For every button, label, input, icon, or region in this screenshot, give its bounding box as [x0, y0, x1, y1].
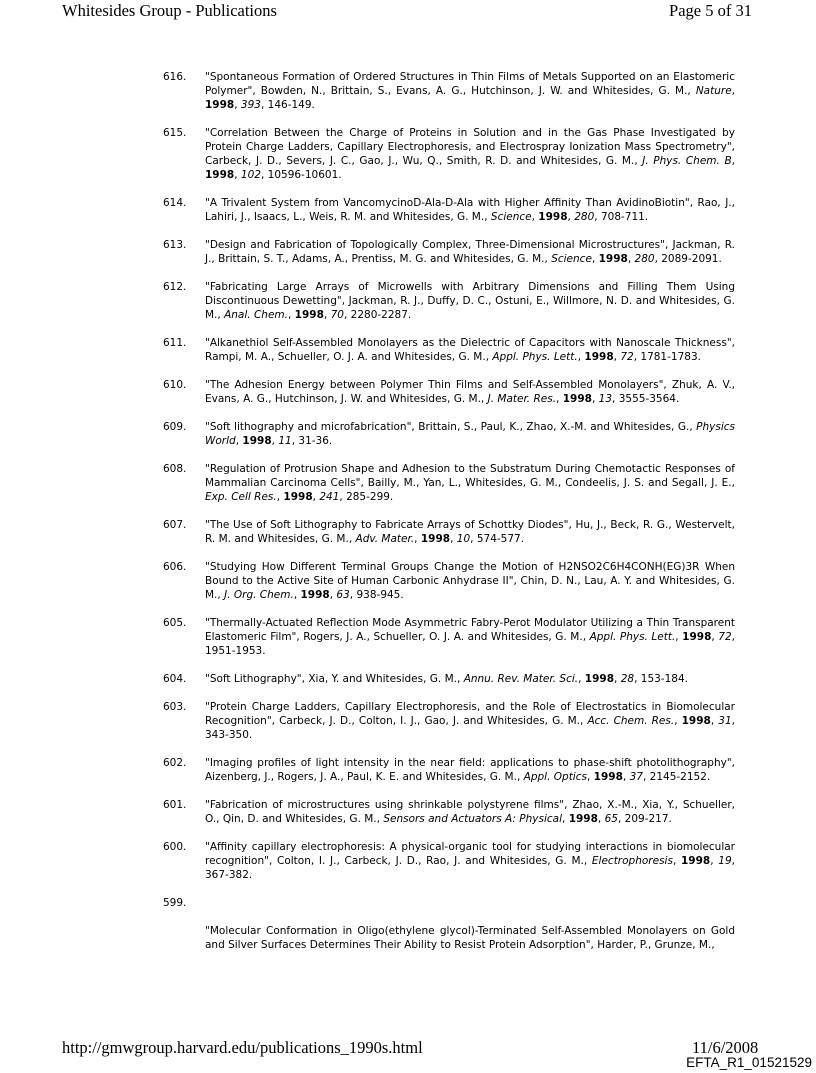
publication-authors: Chin, D. N., Lau, A. Y. and Whitesides, G. M.	[205, 575, 735, 601]
publication-item	[163, 840, 735, 882]
publication-journal: Annu. Rev. Mater. Sci.	[463, 673, 579, 685]
publication-number: 616.	[163, 71, 187, 83]
page-indicator: Page 5 of 31	[669, 1, 752, 20]
publication-volume: 102	[240, 169, 261, 181]
publication-item	[163, 238, 735, 266]
publication-authors: Brittain, S., Paul, K., Zhao, X.-M. and Whitesides, G.	[418, 421, 690, 433]
publication-volume: 65	[604, 813, 618, 825]
publication-journal: Physics World	[205, 421, 736, 447]
publication-authors: Xia, Y. and Whitesides, G. M.	[308, 673, 457, 685]
publication-item	[163, 378, 735, 406]
publication-number: 606.	[163, 561, 187, 573]
publication-item	[163, 518, 735, 546]
publication-journal: Anal. Chem.	[224, 309, 288, 321]
publication-volume: 72	[718, 631, 732, 643]
publication-pages: 343-350.	[205, 729, 253, 741]
publication-year: 1998	[420, 533, 451, 545]
publication-number: 601.	[163, 799, 187, 811]
publication-authors: Carbeck, J. D., Colton, I. J., Gao, J. and Whitesides, G. M.	[279, 715, 581, 727]
publication-pages: 153-184.	[640, 673, 688, 685]
publication-journal: Appl. Phys. Lett.	[492, 351, 578, 363]
publication-pages: 574-577.	[476, 533, 525, 545]
publication-year: 1998	[538, 211, 568, 223]
publication-title: "Alkanethiol Self-Assembled Monolayers as the Dielectric of Capacitors with Nanoscale Thickness"	[205, 337, 732, 349]
publication-number: 603.	[163, 701, 187, 713]
publication-journal: J. Phys. Chem. B	[642, 155, 732, 167]
publication-volume: 11	[278, 435, 292, 447]
publication-authors: Zhuk, A. V., Evans, A. G., Hutchinson, J. W. and Whitesides, G. M.	[205, 379, 735, 405]
publication-pages: 2145-2152.	[649, 771, 711, 783]
publication-title: "Studying How Different Terminal Groups Change the Motion of H2NSO2C6H4CONH(EG)3R When Bound to the Active Site of Human Carbonic Anhydrase II"	[205, 561, 735, 587]
publication-journal: Acc. Chem. Res.	[587, 715, 675, 727]
publication-citation: "The Use of Soft Lithography to Fabricate Arrays of Schottky Diodes", Hu, J., Beck, R. G., Westervelt, R. M. and Whitesides, G. M., Adv. Mater., 1998, 10, 574-577.	[205, 519, 735, 545]
publication-pages: 3555-3564.	[618, 393, 680, 405]
publication-journal: J. Mater. Res.	[487, 393, 557, 405]
publication-journal: Adv. Mater.	[355, 533, 415, 545]
publication-authors: Zhao, X.-M., Xia, Y., Schueller, O., Qin, D. and Whitesides, G. M.	[205, 799, 735, 825]
publication-citation: "Studying How Different Terminal Groups Change the Motion of H2NSO2C6H4CONH(EG)3R When Bound to the Active Site of Human Carbonic Anhydrase II", Chin, D. N., Lau, A. Y. and Whitesides, G. M., J. Org. Chem., 1998, 63, 938-945.	[205, 561, 735, 601]
publication-number: 604.	[163, 673, 187, 685]
publication-pages: 209-217.	[624, 813, 672, 825]
publication-citation: "Soft Lithography", Xia, Y. and Whitesides, G. M., Annu. Rev. Mater. Sci., 1998, 28, 153-184.	[205, 673, 688, 685]
publication-item	[163, 700, 735, 742]
publication-title: "Spontaneous Formation of Ordered Structures in Thin Films of Metals Supported on an Elastomeric Polymer"	[205, 71, 735, 97]
publication-authors: Jackman, R. J., Brittain, S. T., Adams, A., Prentiss, M. G. and Whitesides, G. M.	[205, 239, 735, 265]
publication-year: 1998	[584, 351, 614, 363]
publication-citation: "Design and Fabrication of Topologically Complex, Three-Dimensional Microstructures", Jackman, R. J., Brittain, S. T., Adams, A., Prentiss, M. G. and Whitesides, G. M., Science, 1998, 280, 2089-2091.	[205, 239, 735, 265]
publication-number: 608.	[163, 463, 187, 475]
publication-title: "Protein Charge Ladders, Capillary Electrophoresis, and the Role of Electrostatics in Biomolecular Recognition"	[205, 701, 735, 727]
publication-pages: 2280-2287.	[350, 309, 412, 321]
publication-title: "Imaging profiles of light intensity in the near field: applications to phase-shift photolithography"	[205, 757, 732, 769]
publication-number: 612.	[163, 281, 187, 293]
publication-item	[163, 462, 735, 504]
header-title: Whitesides Group - Publications	[62, 1, 277, 20]
publication-title: "A Trivalent System from VancomycinoD-Ala-D-Ala with Higher Affinity Than AvidinoBiotin"	[205, 197, 690, 209]
publication-year: 1998	[562, 393, 592, 405]
publication-number: 615.	[163, 127, 187, 139]
publication-citation: "Fabricating Large Arrays of Microwells with Arbitrary Dimensions and Filling Them Using Discontinuous Dewetting", Jackman, R. J., Duffy, D. C., Ostuni, E., Willmore, N. D. and Whitesides, G. M., Anal. Chem., 1998, 70, 2280-2287.	[205, 281, 735, 321]
publication-authors: Harder, P., Grunze, M.,	[597, 939, 715, 951]
publication-citation: "Thermally-Actuated Reflection Mode Asymmetric Fabry-Perot Modulator Utilizing a Thin Transparent Elastomeric Film", Rogers, J. A., Schueller, O. J. A. and Whitesides, G. M., Appl. Phys. Lett., 1998, 72, 1951-1953.	[205, 617, 735, 657]
publication-pages: 1781-1783.	[640, 351, 701, 363]
publication-authors: Rao, J., Lahiri, J., Isaacs, L., Weis, R. M. and Whitesides, G. M.	[205, 197, 735, 223]
publication-authors: Colton, I. J., Carbeck, J. D., Rao, J. and Whitesides, G. M.	[276, 855, 584, 867]
publication-pages: 31-36.	[298, 435, 333, 447]
publication-title: "Design and Fabrication of Topologically Complex, Three-Dimensional Microstructures"	[205, 239, 665, 251]
publication-volume: 393	[240, 99, 261, 111]
publication-number: 605.	[163, 617, 187, 629]
publication-item	[163, 798, 735, 826]
publication-citation: "Soft lithography and microfabrication", Brittain, S., Paul, K., Zhao, X.-M. and Whitesides, G., Physics World, 1998, 11, 31-36.	[205, 421, 736, 447]
publication-year: 1998	[205, 99, 235, 111]
publication-pages: 146-149.	[267, 99, 315, 111]
publication-item	[163, 756, 735, 784]
publication-journal: Electrophoresis	[591, 855, 673, 867]
publication-year: 1998	[682, 631, 712, 643]
publication-item	[163, 196, 735, 224]
publication-journal: Science	[551, 253, 592, 265]
publication-pages: 1951-1953.	[205, 645, 266, 657]
publication-year: 1998	[300, 589, 330, 601]
publication-pages: 367-382.	[205, 869, 253, 881]
publication-citation: "Fabrication of microstructures using shrinkable polystyrene films", Zhao, X.-M., Xia, Y., Schueller, O., Qin, D. and Whitesides, G. M., Sensors and Actuators A: Physical, 1998, 65, 209-217.	[205, 799, 735, 825]
publication-citation: "Spontaneous Formation of Ordered Structures in Thin Films of Metals Supported on an Elastomeric Polymer", Bowden, N., Brittain, S., Evans, A. G., Hutchinson, J. W. and Whitesides, G. M., Nature, 1998, 393, 146-149.	[205, 71, 735, 111]
publication-title: "Fabricating Large Arrays of Microwells with Arbitrary Dimensions and Filling Them Using Discontinuous Dewetting"	[205, 281, 735, 307]
publication-item	[163, 896, 735, 952]
publication-citation: "Protein Charge Ladders, Capillary Electrophoresis, and the Role of Electrostatics in Biomolecular Recognition", Carbeck, J. D., Colton, I. J., Gao, J. and Whitesides, G. M., Acc. Chem. Res., 1998, 31, 343-350.	[205, 701, 735, 741]
publication-volume: 31	[718, 715, 732, 727]
publication-volume: 70	[330, 309, 344, 321]
publication-number: 602.	[163, 757, 187, 769]
publication-list	[163, 70, 735, 952]
publication-authors: Aizenberg, J., Rogers, J. A., Paul, K. E. and Whitesides, G. M.	[205, 771, 517, 783]
publication-item	[163, 70, 735, 112]
footer-url: http://gmwgroup.harvard.edu/publications_1990s.html	[62, 1038, 423, 1057]
publication-year: 1998	[584, 673, 615, 685]
publication-item	[163, 280, 735, 322]
publication-year: 1998	[294, 309, 324, 321]
publication-title: "Affinity capillary electrophoresis: A physical-organic tool for studying interactions in biomolecular recognition"	[205, 841, 735, 867]
publication-title: "Regulation of Protrusion Shape and Adhesion to the Substratum During Chemotactic Responses of Mammalian Carcinoma Cells"	[205, 463, 735, 489]
publication-item	[163, 336, 735, 364]
publication-authors: Rampi, M. A., Schueller, O. J. A. and Whitesides, G. M.	[205, 351, 486, 363]
publication-journal: Science	[490, 211, 532, 223]
publication-number: 600.	[163, 841, 187, 853]
publication-citation: "Alkanethiol Self-Assembled Monolayers as the Dielectric of Capacitors with Nanoscale Thickness", Rampi, M. A., Schueller, O. J. A. and Whitesides, G. M., Appl. Phys. Lett., 1998, 72, 1781-1783.	[205, 337, 735, 363]
publication-authors: Hu, J., Beck, R. G., Westervelt, R. M. and Whitesides, G. M.	[205, 519, 735, 545]
publication-volume: 280	[634, 253, 655, 265]
publication-pages: 2089-2091.	[661, 253, 722, 265]
publication-title: "The Adhesion Energy between Polymer Thin Films and Self-Assembled Monolayers"	[205, 379, 664, 391]
publication-item	[163, 420, 735, 448]
publication-volume: 241	[319, 491, 340, 503]
publication-volume: 13	[598, 393, 613, 405]
publication-authors: Jackman, R. J., Duffy, D. C., Ostuni, E., Willmore, N. D. and Whitesides, G. M.	[205, 295, 735, 321]
publication-title: "Correlation Between the Charge of Proteins in Solution and in the Gas Phase Investigated by Protein Charge Ladders, Capillary Electrophoresis, and Electrospray Ionization Mass Spectrometry"	[205, 127, 735, 153]
publication-title: "The Use of Soft Lithography to Fabricate Arrays of Schottky Diodes"	[205, 519, 569, 531]
publication-volume: 10	[456, 533, 471, 545]
publication-year: 1998	[598, 253, 628, 265]
publication-citation: "Correlation Between the Charge of Proteins in Solution and in the Gas Phase Investigated by Protein Charge Ladders, Capillary Electrophoresis, and Electrospray Ionization Mass Spectrometry", Carbeck, J. D., Severs, J. C., Gao, J., Wu, Q., Smith, R. D. and Whitesides, G. M., J. Phys. Chem. B, 1998, 102, 10596-10601.	[205, 127, 735, 181]
publication-number: 613.	[163, 239, 187, 251]
publication-item	[163, 616, 735, 658]
publication-pages: 708-711.	[600, 211, 649, 223]
publication-volume: 19	[718, 855, 732, 867]
publication-year: 1998	[593, 771, 623, 783]
publication-item	[163, 126, 735, 182]
footer-date: 11/6/2008	[692, 1038, 759, 1057]
publication-journal: Appl. Optics	[523, 771, 587, 783]
publication-journal: J. Org. Chem.	[224, 589, 294, 601]
publication-citation: "Affinity capillary electrophoresis: A physical-organic tool for studying interactions in biomolecular recognition", Colton, I. J., Carbeck, J. D., Rao, J. and Whitesides, G. M., Electrophoresis, 1998, 19, 367-382.	[205, 841, 735, 881]
publication-year: 1998	[242, 435, 272, 447]
publication-year: 1998	[680, 855, 711, 867]
publication-journal: Nature	[695, 85, 732, 97]
publication-year: 1998	[205, 169, 235, 181]
publication-volume: 28	[620, 673, 635, 685]
publication-citation: "Regulation of Protrusion Shape and Adhesion to the Substratum During Chemotactic Responses of Mammalian Carcinoma Cells", Bailly, M., Yan, L., Whitesides, G. M., Condeelis, J. S. and Segall, J. E., Exp. Cell Res., 1998, 241, 285-299.	[205, 463, 735, 503]
publication-number: 609.	[163, 421, 187, 433]
publication-citation: "The Adhesion Energy between Polymer Thin Films and Self-Assembled Monolayers", Zhuk, A. V., Evans, A. G., Hutchinson, J. W. and Whitesides, G. M., J. Mater. Res., 1998, 13, 3555-3564.	[205, 379, 735, 405]
publication-authors: Carbeck, J. D., Severs, J. C., Gao, J., Wu, Q., Smith, R. D. and Whitesides, G. M.	[205, 155, 635, 167]
publication-authors: Rogers, J. A., Schueller, O. J. A. and Whitesides, G. M.	[303, 631, 583, 643]
publication-number: 611.	[163, 337, 187, 349]
publication-title: "Soft lithography and microfabrication"	[205, 421, 412, 433]
publication-authors: Bowden, N., Brittain, S., Evans, A. G., Hutchinson, J. W. and Whitesides, G. M.	[260, 85, 688, 97]
publication-pages: 285-299.	[346, 491, 394, 503]
publication-number: 614.	[163, 197, 187, 209]
publication-authors: Bailly, M., Yan, L., Whitesides, G. M., Condeelis, J. S. and Segall, J. E.	[367, 477, 732, 489]
publication-volume: 280	[574, 211, 595, 223]
publication-journal: Exp. Cell Res.	[205, 491, 277, 503]
publication-volume: 72	[620, 351, 634, 363]
publication-title: "Molecular Conformation in Oligo(ethylene glycol)-Terminated Self-Assembled Monolayers on Gold and Silver Surfaces Determines Their Ability to Resist Protein Adsorption"	[205, 925, 735, 951]
publication-title: "Fabrication of microstructures using shrinkable polystyrene films"	[205, 799, 565, 811]
publication-volume: 37	[629, 771, 643, 783]
publication-item	[163, 672, 735, 686]
publication-title: "Soft Lithography"	[205, 673, 302, 685]
publication-volume: 63	[336, 589, 350, 601]
publication-citation: "Molecular Conformation in Oligo(ethylene glycol)-Terminated Self-Assembled Monolayers on Gold and Silver Surfaces Determines Their Ability to Resist Protein Adsorption", Harder, P., Grunze, M.,	[205, 925, 735, 951]
publication-journal: Sensors and Actuators A: Physical	[383, 813, 562, 825]
publication-number: 610.	[163, 379, 187, 391]
publication-pages: 938-945.	[356, 589, 404, 601]
publication-journal: Appl. Phys. Lett.	[589, 631, 676, 643]
publication-number: 599.	[163, 897, 187, 909]
publication-number: 607.	[163, 519, 187, 531]
publication-citation: "Imaging profiles of light intensity in the near field: applications to phase-shift photolithography", Aizenberg, J., Rogers, J. A., Paul, K. E. and Whitesides, G. M., Appl. Optics, 1998, 37, 2145-2152.	[205, 757, 735, 783]
document-id: EFTA_R1_01521529	[686, 1055, 812, 1070]
publication-year: 1998	[283, 491, 313, 503]
publication-item	[163, 560, 735, 602]
publication-title: "Thermally-Actuated Reflection Mode Asymmetric Fabry-Perot Modulator Utilizing a Thin Transparent Elastomeric Film"	[205, 617, 735, 643]
publication-pages: 10596-10601.	[267, 169, 342, 181]
publication-citation: "A Trivalent System from VancomycinoD-Ala-D-Ala with Higher Affinity Than AvidinoBiotin", Rao, J., Lahiri, J., Isaacs, L., Weis, R. M. and Whitesides, G. M., Science, 1998, 280, 708-711.	[205, 197, 735, 223]
publication-year: 1998	[568, 813, 598, 825]
publication-year: 1998	[681, 715, 711, 727]
